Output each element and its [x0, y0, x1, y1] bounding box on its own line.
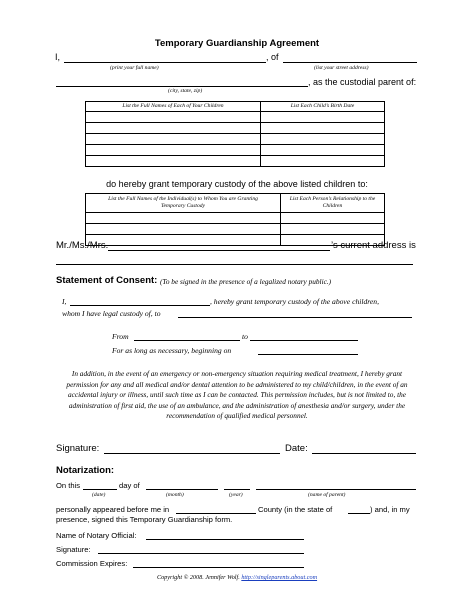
on-this-label: On this	[56, 481, 81, 490]
birth-date-cell[interactable]	[261, 112, 385, 123]
table-row	[86, 156, 385, 167]
consent-name-field[interactable]	[70, 305, 210, 306]
to-date-field[interactable]	[250, 340, 358, 341]
of-label: , of	[266, 52, 279, 62]
notary-name-label: Name of Notary Official:	[56, 531, 137, 540]
relationship-header: List Each Person’s Relationship to the Children	[281, 194, 385, 213]
guardian-table	[85, 193, 385, 246]
table-row	[86, 112, 385, 123]
as-long-label: For as long as necessary, beginning on	[112, 346, 232, 355]
full-name-field[interactable]	[64, 62, 266, 63]
presence-line: presence, signed this Temporary Guardianship form.	[56, 515, 233, 524]
commission-expires-field[interactable]	[133, 567, 304, 568]
relationship-cell[interactable]	[281, 224, 385, 235]
child-name-cell[interactable]	[86, 112, 261, 123]
parent-caption: (name of parent)	[308, 492, 346, 498]
child-name-cell[interactable]	[86, 134, 261, 145]
table-row	[86, 224, 385, 235]
grant-label: do hereby grant temporary custody of the above listed children to:	[106, 179, 368, 189]
guardian-name-cell[interactable]	[86, 224, 281, 235]
guardian-address-field[interactable]	[56, 264, 413, 265]
from-date-field[interactable]	[134, 340, 240, 341]
table-row	[86, 145, 385, 156]
county-state-label: County (in the state of	[258, 505, 333, 514]
year-caption: (year)	[229, 492, 243, 498]
to-label: to	[242, 332, 248, 341]
month-caption: (month)	[166, 492, 184, 498]
notary-name-field[interactable]	[146, 539, 304, 540]
copyright-footer	[0, 574, 474, 581]
notary-signature-label: Signature:	[56, 545, 91, 554]
from-label: From	[112, 332, 129, 341]
birth-date-cell[interactable]	[261, 123, 385, 134]
print-name-caption: (print your full name)	[110, 65, 159, 71]
notary-year-field[interactable]	[224, 489, 250, 490]
guardian-name-cell[interactable]	[86, 213, 281, 224]
mr-ms-mrs-label: Mr./Ms./Mrs.	[56, 240, 109, 251]
guardian-name-cell[interactable]	[86, 235, 281, 246]
date-caption: (date)	[92, 492, 106, 498]
date-label: Date:	[285, 443, 308, 454]
guardian-name-field[interactable]	[108, 250, 330, 251]
table-row	[86, 134, 385, 145]
guardian-names-header: List the Full Names of the Individual(s) to Whom You are Granting Temporary Custody	[86, 194, 281, 213]
children-table	[85, 101, 385, 167]
beginning-date-field[interactable]	[258, 354, 358, 355]
notarization-heading: Notarization:	[56, 465, 115, 476]
document-title: Temporary Guardianship Agreement	[154, 38, 320, 49]
child-name-cell[interactable]	[86, 145, 261, 156]
current-address-label: ’s current address is	[331, 240, 416, 251]
notary-month-field[interactable]	[146, 489, 218, 490]
day-of-label: day of	[119, 481, 140, 490]
copyright-link[interactable]: http://singleparents.about.com	[241, 574, 318, 581]
consent-note: (To be signed in the presence of a legalized notary public.)	[160, 277, 332, 286]
street-caption: (list your street address)	[314, 65, 369, 71]
child-name-cell[interactable]	[86, 123, 261, 134]
table-row	[86, 213, 385, 224]
date-field[interactable]	[312, 453, 416, 454]
consent-i-label: I,	[62, 297, 67, 306]
parent-name-field[interactable]	[256, 489, 416, 490]
consent-legal-custody-text: whom I have legal custody of, to	[62, 309, 161, 318]
children-names-header: List the Full Names of Each of Your Children	[86, 102, 261, 112]
i-label: I,	[55, 52, 61, 62]
consent-grant-text: , hereby grant temporary custody of the above children,	[210, 297, 379, 306]
relationship-cell[interactable]	[281, 213, 385, 224]
emergency-paragraph: In addition, in the event of an emergency or non-emergency situation requiring medical treatment, I hereby grant permission for any and all medical and/or dental attention to be administered to my child/children, in the event of an accidental injury or illness, until such time as I can be contacted. This permission includes, but is not limited to, the administration of first aid, the use of an ambulance, and the administration of anesthesia and/or surgery, under the recommendation of qualified medical personnel.	[66, 369, 408, 421]
city-caption: (city, state, zip)	[168, 88, 203, 94]
consent-guardian-field[interactable]	[178, 317, 412, 318]
signature-label: Signature:	[56, 443, 100, 454]
birth-date-cell[interactable]	[261, 145, 385, 156]
appeared-label: personally appeared before me in	[56, 505, 170, 514]
state-field[interactable]	[348, 513, 370, 514]
signature-field[interactable]	[104, 453, 280, 454]
commission-label: Commission Expires:	[56, 559, 128, 568]
street-address-field[interactable]	[283, 62, 417, 63]
birth-date-cell[interactable]	[261, 134, 385, 145]
notary-day-field[interactable]	[83, 489, 117, 490]
in-my-label: ) and, in my	[370, 505, 410, 514]
county-field[interactable]	[176, 513, 256, 514]
table-row	[86, 123, 385, 134]
birth-date-cell[interactable]	[261, 156, 385, 167]
custodial-label: , as the custodial parent of:	[308, 77, 417, 87]
consent-heading: Statement of Consent:	[56, 275, 158, 286]
copyright-text: Copyright © 2008. Jennifer Wolf.	[156, 574, 240, 581]
city-state-zip-field[interactable]	[56, 86, 308, 87]
birth-date-header: List Each Child’s Birth Date	[261, 102, 385, 112]
notary-signature-field[interactable]	[98, 553, 304, 554]
child-name-cell[interactable]	[86, 156, 261, 167]
